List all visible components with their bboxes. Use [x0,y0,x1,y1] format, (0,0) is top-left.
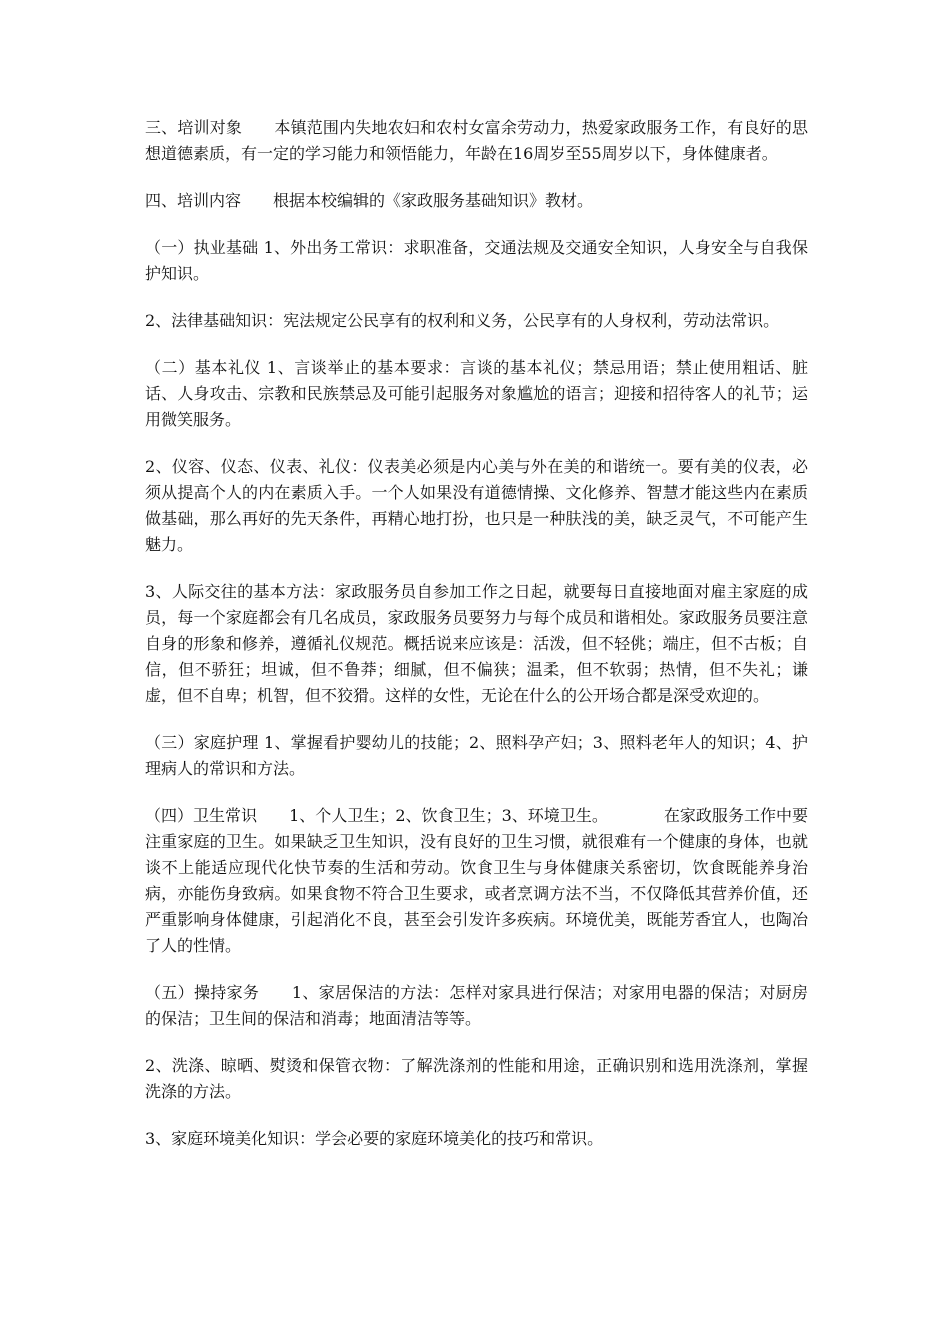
paragraph-training-content: 四、培训内容 根据本校编辑的《家政服务基础知识》教材。 [145,191,594,210]
paragraph-home-nursing: （三）家庭护理 1、掌握看护婴幼儿的技能；2、照料孕产妇；3、照料老年人的知识；4、护理病人的常识和方法。 [145,733,808,778]
document-body [145,115,808,1173]
paragraph-practice-basics: （一）执业基础 1、外出务工常识：求职准备，交通法规及交通安全知识，人身安全与自我保护知识。 [145,238,808,283]
paragraph-basic-etiquette: （二）基本礼仪 1、言谈举止的基本要求：言谈的基本礼仪；禁忌用语；禁止使用粗话、脏话、人身攻击、宗教和民族禁忌及可能引起服务对象尴尬的语言；迎接和招待客人的礼节；运用微笑服务。 [145,358,808,429]
paragraph-hygiene-knowledge: （四）卫生常识 1、个人卫生；2、饮食卫生；3、环境卫生。 在家政服务工作中要注重家庭的卫生。如果缺乏卫生知识，没有良好的卫生习惯，就很难有一个健康的身体，也就谈不上能适应现代化快节奏的生活和劳动。饮食卫生与身体健康关系密切，饮食既能养身治病，亦能伤身致病。如果食物不符合卫生要求，或者烹调方法不当，不仅降低其营养价值，还严重影响身体健康，引起消化不良，甚至会引发许多疾病。环境优美，既能芳香宜人，也陶冶了人的性情。 [145,806,808,955]
paragraph-laundry: 2、洗涤、晾晒、熨烫和保管衣物：了解洗涤剂的性能和用途，正确识别和选用洗涤剂，掌握洗涤的方法。 [145,1056,808,1101]
paragraph-legal-basics: 2、法律基础知识：宪法规定公民享有的权利和义务，公民享有的人身权利，劳动法常识。 [145,311,780,330]
paragraph-appearance-etiquette: 2、仪容、仪态、仪表、礼仪：仪表美必须是内心美与外在美的和谐统一。要有美的仪表，必须从提高个人的内在素质入手。一个人如果没有道德情操、文化修养、智慧才能这些内在素质做基础，那么再好的先天条件，再精心地打扮，也只是一种肤浅的美，缺乏灵气，不可能产生魅力。 [145,457,808,554]
paragraph-home-beautification: 3、家庭环境美化知识：学会必要的家庭环境美化的技巧和常识。 [145,1129,604,1148]
paragraph-training-target: 三、培训对象 本镇范围内失地农妇和农村女富余劳动力，热爱家政服务工作，有良好的思想道德素质，有一定的学习能力和领悟能力，年龄在16周岁至55周岁以下，身体健康者。 [145,118,808,163]
paragraph-interpersonal-methods: 3、人际交往的基本方法：家政服务员自参加工作之日起，就要每日直接地面对雇主家庭的成员，每一个家庭都会有几名成员，家政服务员要努力与每个成员和谐相处。家政服务员要注意自身的形象和修养，遵循礼仪规范。概括说来应该是：活泼，但不轻佻；端庄，但不古板；自信，但不骄狂；坦诚，但不鲁莽；细腻，但不偏狭；温柔，但不软弱；热情，但不失礼；谦虚，但不自卑；机智，但不狡猾。这样的女性，无论在什么的公开场合都是深受欢迎的。 [145,582,808,705]
paragraph-housekeeping: （五）操持家务 1、家居保洁的方法：怎样对家具进行保洁；对家用电器的保洁；对厨房的保洁；卫生间的保洁和消毒；地面清洁等等。 [145,983,808,1028]
